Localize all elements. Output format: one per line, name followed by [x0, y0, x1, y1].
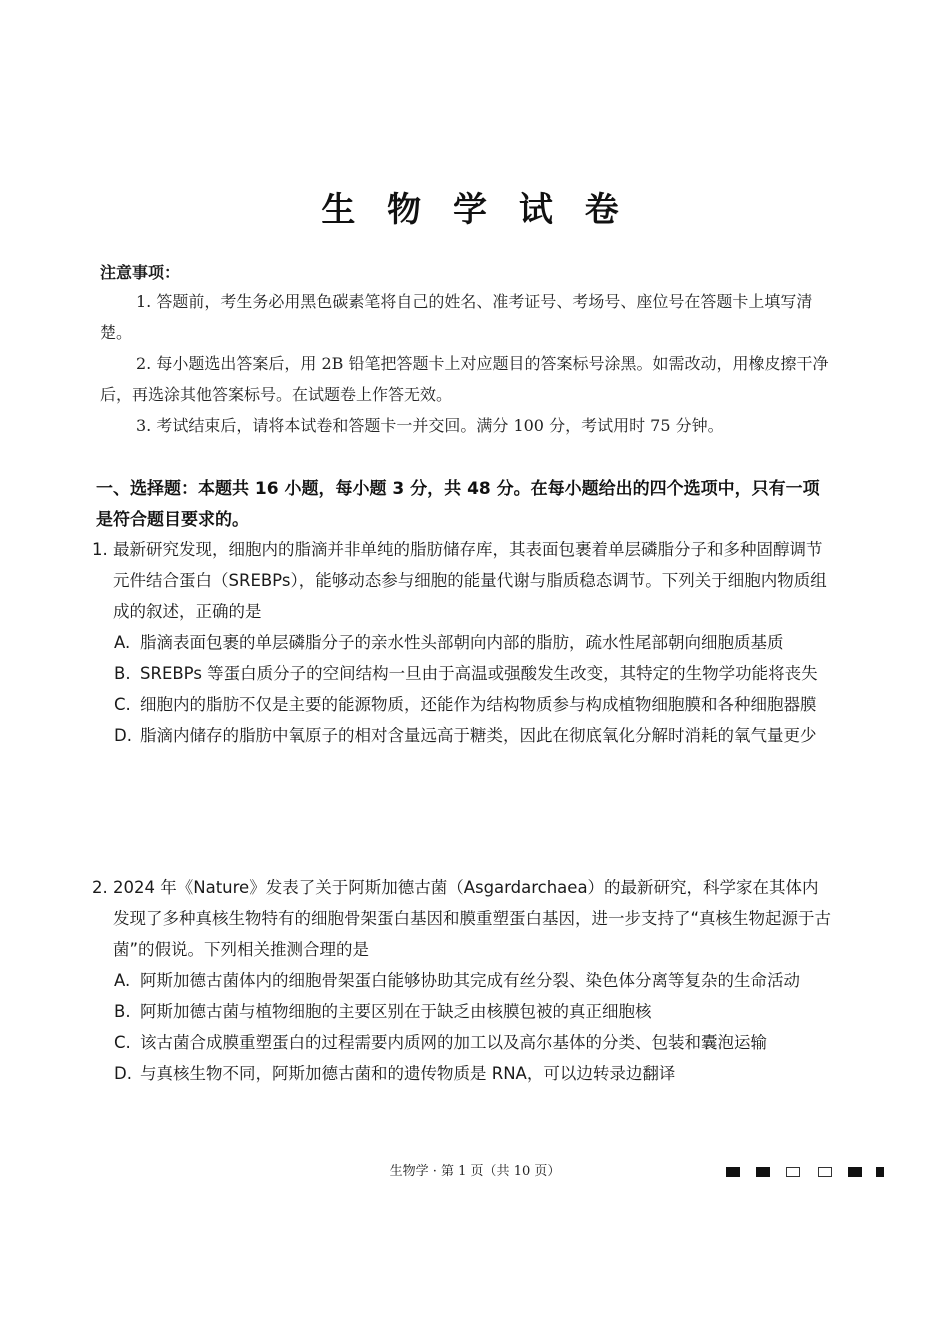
option-text: 该古菌合成膜重塑蛋白的过程需要内质网的加工以及高尔基体的分类、包装和囊泡运输: [140, 1033, 767, 1052]
option-c: [114, 1027, 832, 1058]
option-text: 与真核生物不同，阿斯加德古菌和的遗传物质是 RNA，可以边转录边翻译: [140, 1064, 676, 1083]
option-label: C.: [114, 695, 131, 714]
page-footer: 生物学 · 第 1 页（共 10 页）: [389, 1164, 561, 1179]
option-b: [114, 996, 832, 1027]
notice-item-2: 2. 每小题选出答案后，用 2B 铅笔把答题卡上对应题目的答案标号涂黑。如需改动，用橡皮擦干净后，再选涂其他答案标号。在试题卷上作答无效。: [100, 354, 829, 404]
option-label: D.: [114, 1064, 132, 1083]
page-title: 生 物 学 试 卷: [321, 190, 629, 230]
scan-mark-filled: [756, 1167, 770, 1177]
section-heading: 一、选择题：本题共 16 小题，每小题 3 分，共 48 分。在每小题给出的四个选项中，只有一项是符合题目要求的。: [96, 479, 820, 530]
option-text: 脂滴内储存的脂肪中氧原子的相对含量远高于糖类，因此在彻底氧化分解时消耗的氧气量更少: [140, 726, 817, 745]
option-d: [114, 720, 832, 751]
question-stem: 最新研究发现，细胞内的脂滴并非单纯的脂肪储存库，其表面包裹着单层磷脂分子和多种固醇调节元件结合蛋白（SREBPs），能够动态参与细胞的能量代谢与脂质稳态调节。下列关于细胞内物质组成的叙述，正确的是: [113, 540, 827, 621]
option-text: 脂滴表面包裹的单层磷脂分子的亲水性头部朝向内部的脂肪，疏水性尾部朝向细胞质基质: [140, 633, 784, 652]
option-a: [114, 965, 832, 996]
notice-item-1: 1. 答题前，考生务必用黑色碳素笔将自己的姓名、准考证号、考场号、座位号在答题卡上填写清楚。: [100, 292, 813, 342]
scan-mark-empty: [818, 1167, 832, 1177]
notice-heading: 注意事项：: [100, 263, 181, 282]
question-stem: 2024 年《Nature》发表了关于阿斯加德古菌（Asgardarchaea）的最新研究，科学家在其体内发现了多种真核生物特有的细胞骨架蛋白基因和膜重塑蛋白基因，进一步支持了“真核生物起源于古菌”的假说。下列相关推测合理的是: [113, 878, 832, 959]
question-2: [92, 872, 832, 1089]
scan-mark-filled: [726, 1167, 740, 1177]
scan-mark-filled: [876, 1167, 884, 1177]
option-label: B.: [114, 1002, 131, 1021]
option-text: 阿斯加德古菌与植物细胞的主要区别在于缺乏由核膜包被的真正细胞核: [140, 1002, 652, 1021]
option-a: [114, 627, 832, 658]
question-number: 2.: [92, 878, 108, 897]
notice-item-3: 3. 考试结束后，请将本试卷和答题卡一并交回。满分 100 分，考试用时 75 分钟。: [136, 416, 724, 435]
scan-mark-filled: [848, 1167, 862, 1177]
option-label: B.: [114, 664, 131, 683]
option-d: [114, 1058, 832, 1089]
option-b: [114, 658, 832, 689]
question-number: 1.: [92, 540, 108, 559]
option-label: C.: [114, 1033, 131, 1052]
question-1: [92, 534, 832, 751]
option-label: A.: [114, 971, 131, 990]
scan-mark-empty: [786, 1167, 800, 1177]
option-text: SREBPs 等蛋白质分子的空间结构一旦由于高温或强酸发生改变，其特定的生物学功能将丧失: [140, 664, 818, 683]
scan-marks: [726, 1167, 896, 1181]
option-text: 细胞内的脂肪不仅是主要的能源物质，还能作为结构物质参与构成植物细胞膜和各种细胞器膜: [140, 695, 817, 714]
option-label: A.: [114, 633, 131, 652]
option-c: [114, 689, 832, 720]
option-label: D.: [114, 726, 132, 745]
option-text: 阿斯加德古菌体内的细胞骨架蛋白能够协助其完成有丝分裂、染色体分离等复杂的生命活动: [140, 971, 800, 990]
